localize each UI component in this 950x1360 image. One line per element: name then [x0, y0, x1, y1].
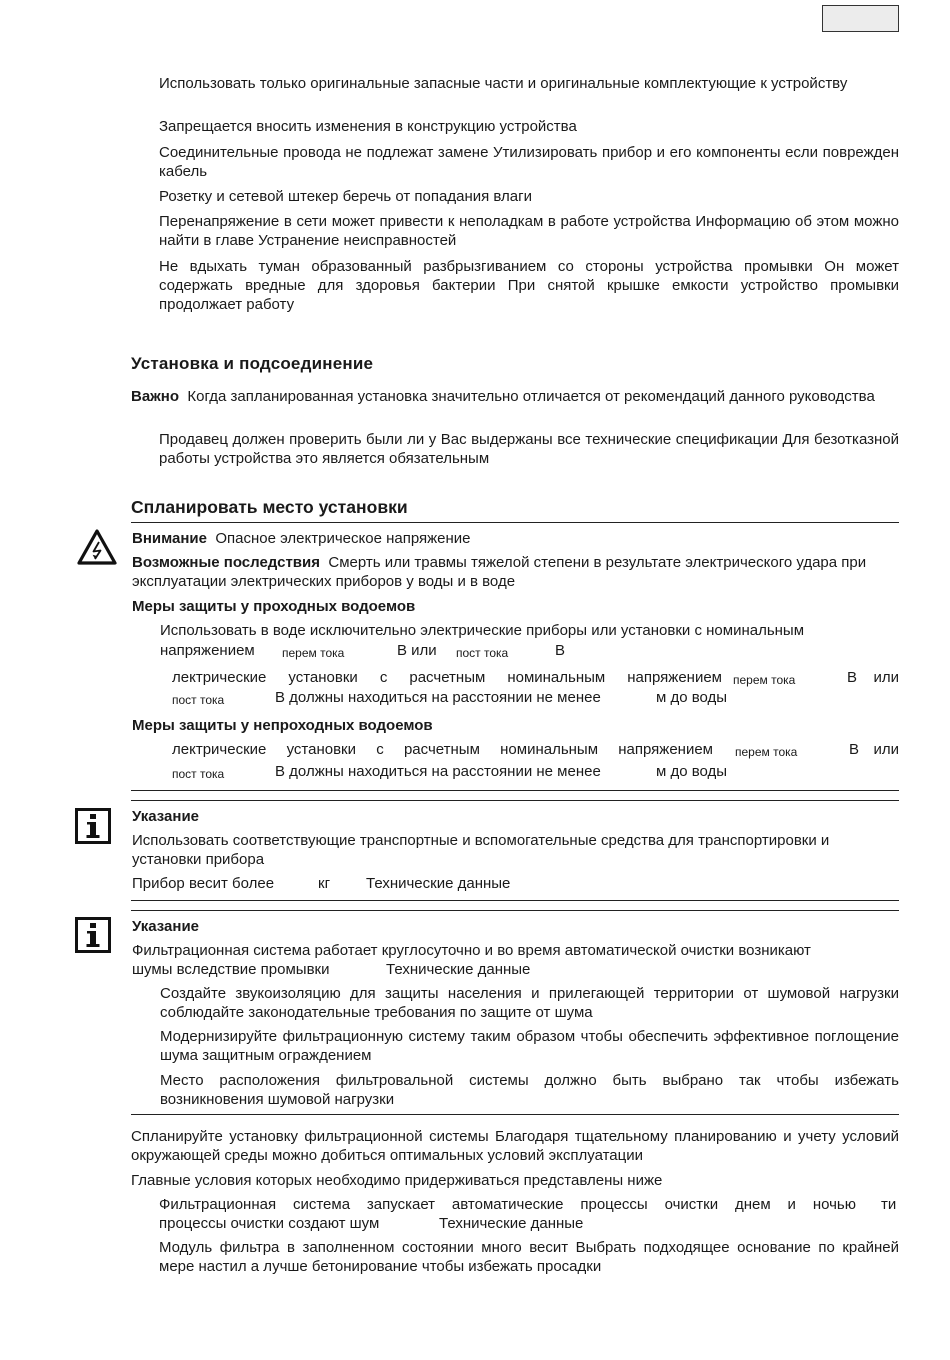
- note-transport-text: Использовать соответствующие транспортные и вспомогательные средства для транспортировки и установки прибора: [132, 832, 830, 868]
- through-line-2: [160, 641, 899, 660]
- final-bullet-filter-weight: Модуль фильтра в заполненном состоянии много весит Выбрать подходящее основание по крайней мере настил а лучше бетонирование чтобы избежать просадки: [159, 1239, 899, 1275]
- consequences-label: Возможные последствия: [132, 554, 321, 571]
- page-corner-box: [822, 5, 899, 32]
- cleaning-reference: Технические данные: [439, 1215, 584, 1232]
- note-noise-line-2: [132, 960, 899, 979]
- note-weight-row: [132, 874, 899, 893]
- paragraph-socket-moisture: Розетку и сетевой штекер беречь от попадания влаги: [159, 188, 532, 205]
- subheading-plan-place: Спланировать место установки: [131, 497, 408, 517]
- paragraph-overvoltage: Перенапряжение в сети может привести к неполадкам в работе устройства Информацию об этом можно найти в главе Устранение неисправностей: [159, 213, 899, 249]
- nonthrough-rule-row-1: [172, 740, 899, 759]
- paragraph-main-conditions: Главные условия которых необходимо придерживаться представлены ниже: [131, 1172, 663, 1189]
- cleaning-noise-text: процессы очистки создают шум: [159, 1215, 380, 1232]
- nonthrough-rule-row-2: [172, 762, 899, 781]
- weight-text: Прибор весит более: [132, 875, 275, 892]
- nonthrough-rule-distance: В должны находиться на расстоянии не менее: [275, 763, 601, 780]
- warning-label: Внимание: [132, 530, 207, 547]
- paragraph-seller-check: Продавец должен проверить были ли у Вас выдержаны все технические спецификации Для безотказной работы устройства это является обязательным: [159, 431, 899, 467]
- nonthrough-rule-to-water: м до воды: [656, 763, 728, 780]
- noise-bullet-modernize: Модернизируйте фильтрационную систему таким образом чтобы обеспечить эффективное поглощение шума защитным ограждением: [160, 1028, 899, 1064]
- paragraph-important: [131, 387, 899, 406]
- important-label: Важно: [131, 388, 180, 405]
- subheading-nonthrough-ponds: Меры защиты у непроходных водоемов: [132, 717, 433, 734]
- cleaning-text-end: ти: [881, 1196, 897, 1213]
- paragraph-mist-warning: Не вдыхать туман образованный разбрызгиванием со стороны устройства промывки Он может содержать вредные для здоровья бактерии При снятой крышке емкости устройство промывки продолжает работу: [159, 258, 899, 313]
- through-rule-text: лектрические установки с расчетным номинальным напряжением: [172, 669, 722, 686]
- through-line-2-text: напряжением: [160, 642, 255, 659]
- through-rule-dc: пост тока: [172, 693, 225, 707]
- paragraph-plan-installation: Спланируйте установку фильтрационной системы Благодаря тщательному планированию и учету условий окружающей среды можно добиться оптимальных условий эксплуатации: [131, 1128, 899, 1164]
- divider: [131, 1114, 899, 1115]
- divider: [131, 900, 899, 901]
- through-rule-row-1: [172, 668, 899, 687]
- consequences-paragraph: [132, 553, 899, 591]
- divider: [131, 910, 899, 911]
- weight-reference: Технические данные: [366, 875, 511, 892]
- divider: [131, 790, 899, 791]
- weight-unit: кг: [318, 875, 331, 892]
- through-rule-to-water: м до воды: [656, 689, 728, 706]
- noise-bullet-location: Место расположения фильтровальной системы должно быть выбрано так чтобы избежать возникновения шумовой нагрузки: [160, 1072, 899, 1108]
- consequences-text: Смерть или травмы тяжелой степени в результате электрического удара при эксплуатации электрических приборов у воды и в воде: [132, 554, 867, 590]
- paragraph-cables: Соединительные провода не подлежат замене Утилизировать прибор и его компоненты если поврежден кабель: [159, 144, 899, 180]
- important-text: Когда запланированная установка значительно отличается от рекомендаций данного руководства: [187, 388, 875, 405]
- note-label: Указание: [132, 918, 200, 935]
- through-line-2-ac: перем тока: [282, 646, 345, 660]
- note-noise-reference: Технические данные: [386, 961, 531, 978]
- nonthrough-rule-text: лектрические установки с расчетным номинальным напряжением: [172, 741, 713, 758]
- info-icon: [75, 808, 111, 844]
- note-noise-line-1: Фильтрационная система работает круглосуточно и во время автоматической очистки возникают: [132, 942, 811, 959]
- paragraph-no-modifications: Запрещается вносить изменения в конструкцию устройства: [159, 118, 577, 135]
- note-noise-text: шумы вследствие промывки: [132, 961, 330, 978]
- nonthrough-rule-or: В или: [849, 741, 899, 758]
- nonthrough-rule-ac: перем тока: [735, 745, 798, 759]
- through-line-2-volt: В: [555, 642, 566, 659]
- warning-line: [132, 529, 900, 548]
- through-line-1: Использовать в воде исключительно электрические приборы или установки с номинальным: [160, 622, 805, 639]
- paragraph-original-parts: Использовать только оригинальные запасные части и оригинальные комплектующие к устройству: [159, 75, 848, 92]
- through-line-2-dc: пост тока: [456, 646, 509, 660]
- warning-text: Опасное электрическое напряжение: [215, 530, 471, 547]
- divider: [131, 522, 899, 523]
- final-bullet-cleaning-line-1: [159, 1195, 899, 1214]
- noise-bullet-insulation: Создайте звукоизоляцию для защиты населения и прилегающей территории от шумовой нагрузки соблюдайте законодательные требования по защите от шума: [160, 985, 899, 1021]
- divider: [131, 800, 899, 801]
- through-rule-or: В или: [847, 669, 899, 686]
- subheading-through-ponds: Меры защиты у проходных водоемов: [132, 598, 416, 615]
- through-rule-distance: В должны находиться на расстоянии не менее: [275, 689, 601, 706]
- info-icon: [75, 917, 111, 953]
- electrical-hazard-icon: [76, 528, 118, 566]
- section-heading-installation: Установка и подсоединение: [131, 354, 374, 373]
- final-bullet-cleaning-line-2: [159, 1214, 899, 1233]
- through-rule-ac: перем тока: [733, 673, 796, 687]
- through-rule-row-2: [172, 688, 899, 707]
- note-label: Указание: [132, 808, 200, 825]
- nonthrough-rule-dc: пост тока: [172, 767, 225, 781]
- through-line-2-or: В или: [397, 642, 437, 659]
- cleaning-text: Фильтрационная система запускает автоматические процессы очистки днем и ночью: [159, 1196, 856, 1213]
